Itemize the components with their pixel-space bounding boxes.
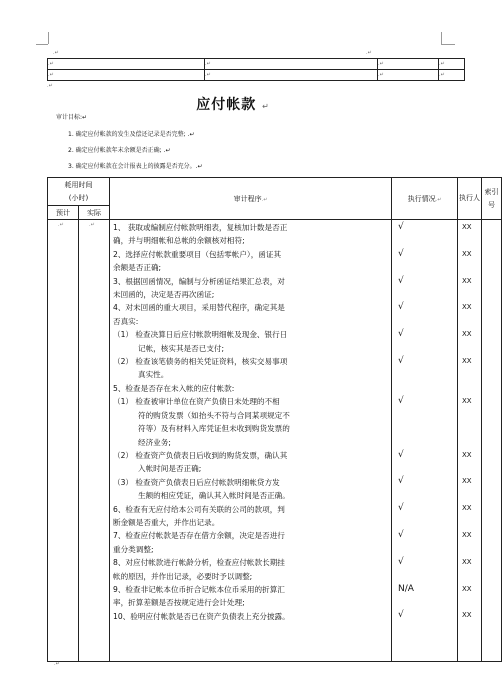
index-value: [482, 542, 501, 555]
status-value: [392, 569, 457, 582]
procedure-line: 未回函的，决定是否再次函证;: [113, 290, 215, 300]
index-value: [482, 516, 501, 529]
executor-value: [458, 408, 481, 421]
executor-value: XX: [462, 397, 472, 406]
crop-mark-top-left: [48, 32, 49, 44]
executor-value: XX: [462, 557, 472, 566]
procedure-header: 审计程序.↵: [110, 178, 392, 220]
procedure-line: 符的购货发票（如抬头不符与合同某项规定不: [138, 410, 290, 420]
status-value: [392, 261, 457, 274]
index-value: [482, 529, 501, 542]
executor-value: [458, 422, 481, 435]
paragraph-mark: .↵: [366, 50, 372, 56]
index-value: [482, 342, 501, 355]
check-mark: √: [398, 449, 404, 460]
status-value: N/A: [398, 583, 414, 594]
procedure-line: 10、验明应付帐款是否已在资产负债表上充分披露。: [113, 611, 290, 621]
status-header: 执行情况.↵: [392, 178, 458, 220]
procedure-line: 8、对应付帐款进行帐龄分析，检查应付帐款长期挂: [113, 558, 285, 568]
procedure-line: （2） 检查该笔债务的相关凭证资料，核实交易事项: [113, 357, 288, 367]
planned-hours-cell: .↵: [48, 220, 79, 662]
index-value: [482, 395, 501, 408]
executor-value: XX: [462, 330, 472, 339]
index-value: [482, 275, 501, 288]
procedure-line: 率，折算差额是否按规定进行会计处理;: [113, 598, 245, 608]
procedure-line: 入帐时间是否正确;: [138, 464, 202, 474]
check-mark: √: [398, 503, 404, 514]
executor-value: XX: [462, 276, 472, 285]
status-value: [392, 315, 457, 328]
executor-value: [458, 315, 481, 328]
procedure-line: 1、 获取或编制应付帐款明细表，复核加计数是否正: [113, 223, 288, 232]
executor-value: XX: [462, 303, 472, 312]
check-mark: √: [398, 476, 404, 487]
index-value: [482, 248, 501, 261]
header-cell: .↵: [205, 59, 378, 70]
index-value: [482, 315, 501, 328]
index-value: [482, 475, 501, 488]
check-mark: √: [398, 275, 404, 286]
status-value: [392, 542, 457, 555]
executor-value: [458, 489, 481, 502]
index-value: [482, 355, 501, 368]
procedure-line: 余额是否正确;: [113, 263, 162, 273]
index-value: [482, 596, 501, 609]
status-value: [392, 489, 457, 502]
status-value: [392, 596, 457, 609]
executor-header: 执行人: [458, 178, 482, 220]
check-mark: √: [398, 329, 404, 340]
executor-value: XX: [462, 450, 472, 459]
index-value: [482, 368, 501, 381]
header-cell: .↵: [48, 59, 205, 70]
procedure-line: 符等）及有材料入库凭证但未收到购货发票的: [138, 424, 290, 434]
actual-header: 实际: [79, 206, 110, 220]
executor-value: [458, 542, 481, 555]
index-value: [482, 449, 501, 462]
procedure-line: 生额的相应凭证，确认其入帐时间是否正确。: [138, 491, 290, 501]
status-value: [392, 408, 457, 421]
status-value: [392, 368, 457, 381]
executor-value: XX: [462, 356, 472, 365]
audit-procedure-table: [47, 177, 502, 662]
header-cell: .↵: [378, 59, 439, 70]
audit-goal-label: 审计目标:↵: [56, 114, 88, 121]
index-value: [482, 609, 501, 622]
status-cell: [392, 220, 458, 662]
status-value: [392, 462, 457, 475]
header-cell: .↵: [48, 70, 205, 81]
index-value: [482, 462, 501, 475]
actual-hours-cell: .↵: [79, 220, 110, 662]
index-value: [482, 221, 501, 234]
procedure-line: 2、选择应付帐款重要项目（包括零帐户），函证其: [113, 249, 282, 259]
index-cell: [482, 220, 502, 662]
index-value: [482, 489, 501, 502]
procedure-line: 记帐，核实其是否已支付;: [138, 343, 225, 353]
header-cell: .↵: [378, 70, 439, 81]
index-value: [482, 234, 501, 247]
executor-value: [458, 435, 481, 448]
status-value: [392, 435, 457, 448]
procedure-line: 帐的原因，并作出记录，必要时予以调整;: [113, 571, 253, 581]
executor-value: [458, 261, 481, 274]
paragraph-mark: .↵: [54, 661, 60, 667]
check-mark: √: [398, 302, 404, 313]
check-mark: √: [398, 355, 404, 366]
page-header-table: [47, 58, 465, 81]
procedure-line: 3、根据回函情况，编制与分析函证结果汇总表，对: [113, 276, 285, 286]
executor-value: XX: [462, 249, 472, 258]
crop-mark-top-right: [441, 32, 442, 44]
index-value: [482, 435, 501, 448]
status-value: [392, 382, 457, 395]
index-value: [482, 382, 501, 395]
paragraph-mark: ↵: [262, 102, 270, 111]
executor-value: [458, 368, 481, 381]
procedure-line: （1） 检查决算日后应付帐款明细帐及现金、银行日: [113, 330, 288, 340]
executor-value: XX: [462, 530, 472, 539]
paragraph-mark: .↵: [53, 50, 59, 56]
procedure-line: 真实性。: [138, 370, 169, 380]
executor-value: XX: [462, 477, 472, 486]
index-value: [482, 502, 501, 515]
procedure-line: （2） 检查资产负债表日后收到的购货发票，确认其: [113, 450, 288, 460]
procedure-line: 9、检查非记帐本位币折合记帐本位币采用的折算汇: [113, 584, 285, 594]
check-mark: √: [398, 222, 404, 232]
header-cell: .↵: [439, 59, 465, 70]
paragraph-mark: .↵: [47, 83, 53, 89]
status-value: [392, 516, 457, 529]
procedure-line: 经济业务;: [138, 437, 171, 447]
index-value: [482, 422, 501, 435]
check-mark: √: [398, 396, 404, 407]
executor-value: XX: [462, 584, 472, 593]
procedure-line: 断金额是否重大，并作出记录。: [113, 517, 220, 527]
status-value: [392, 422, 457, 435]
index-value: [482, 569, 501, 582]
check-mark: √: [398, 610, 404, 621]
check-mark: √: [398, 556, 404, 567]
procedure-line: 5、检查是否存在未入帐的应付帐款:: [113, 383, 235, 393]
header-cell: .↵: [439, 70, 465, 81]
executor-value: [458, 234, 481, 247]
procedure-line: 确，并与明细帐和总帐的余额核对相符;: [113, 236, 245, 246]
crop-mark-top-left: [36, 44, 48, 45]
header-cell: .↵: [205, 70, 378, 81]
status-value: [392, 342, 457, 355]
status-value: [392, 288, 457, 301]
check-mark: √: [398, 248, 404, 259]
executor-value: XX: [462, 223, 472, 231]
executor-value: [458, 596, 481, 609]
procedure-cell: [110, 220, 392, 662]
planned-header: 预计: [48, 206, 79, 220]
objective-item: 2. 确定应付帐款年末余额是否正确; .↵: [68, 147, 171, 154]
procedure-line: 否真实:: [113, 316, 139, 326]
executor-value: [458, 569, 481, 582]
executor-value: XX: [462, 504, 472, 513]
executor-value: [458, 288, 481, 301]
procedure-line: 6、检查有无应付给本公司有关联的公司的款项，判: [113, 504, 285, 514]
index-header: 索引号: [482, 178, 502, 220]
hours-header: 耗用时间 (小时): [48, 178, 110, 206]
procedure-line: 4、对未回函的重大项目，采用替代程序，确定其是: [113, 303, 285, 313]
status-value: [392, 234, 457, 247]
executor-value: [458, 516, 481, 529]
page-title: 应付帐款 ↵: [196, 97, 270, 113]
index-value: [482, 328, 501, 341]
procedure-line: 7、检查应付帐款是否存在借方余额，决定是否进行: [113, 531, 285, 541]
index-value: [482, 408, 501, 421]
index-value: [482, 288, 501, 301]
executor-value: [458, 382, 481, 395]
executor-value: [458, 462, 481, 475]
crop-mark-top-right: [441, 44, 455, 45]
check-mark: √: [398, 529, 404, 540]
objective-item: 1. 确定应付帐款的发生及偿还记录是否完整; .↵: [68, 131, 195, 138]
executor-value: [458, 342, 481, 355]
objective-item: 3. 确定应付帐款在会计报表上的披露是否充分。.↵: [68, 163, 203, 170]
procedure-line: （1） 检查被审计单位在资产负债日未处理的不相: [113, 397, 280, 407]
procedure-line: （3） 检查资产负债表日后应付帐款明细帐贷方发: [113, 477, 280, 487]
index-value: [482, 583, 501, 596]
executor-cell: [458, 220, 482, 662]
index-value: [482, 556, 501, 569]
procedure-line: 重分类调整;: [113, 544, 154, 554]
executor-value: XX: [462, 611, 472, 620]
index-value: [482, 301, 501, 314]
index-value: [482, 261, 501, 274]
